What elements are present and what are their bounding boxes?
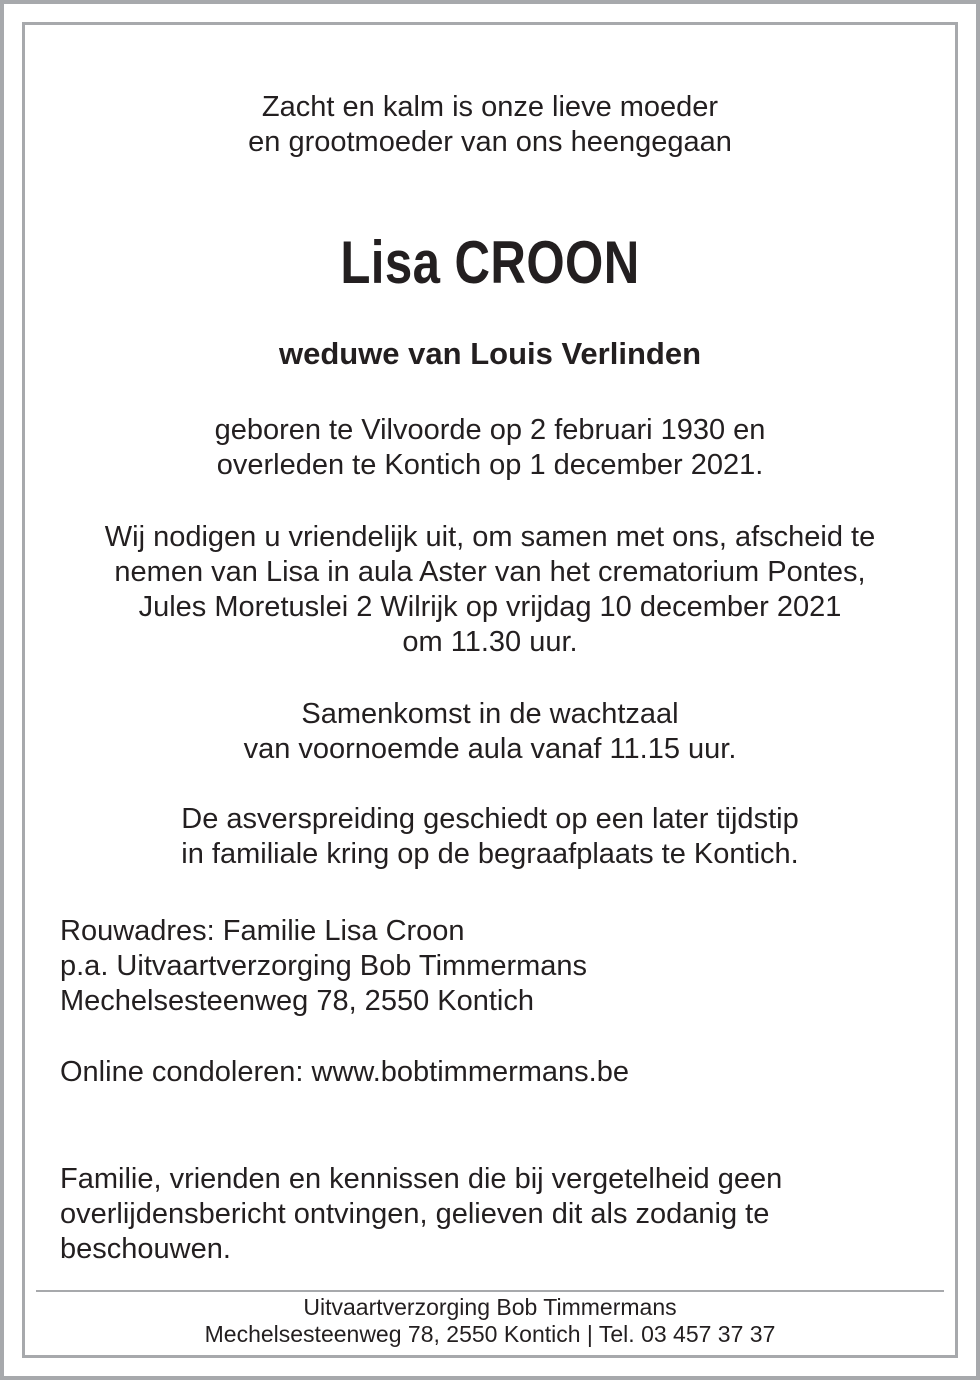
invitation-line-1: Wij nodigen u vriendelijk uit, om samen met ons, afscheid te bbox=[104, 521, 876, 553]
invitation-line-4: om 11.30 uur. bbox=[402, 626, 578, 658]
footer-contact: Mechelsesteenweg 78, 2550 Kontich | Tel. 03 457 37 37 bbox=[204, 1321, 776, 1347]
deceased-name: Lisa CROON bbox=[340, 229, 640, 296]
notice-line-1: Familie, vrienden en kennissen die bij vergetelheid geen bbox=[60, 1163, 783, 1195]
notice-line-2: overlijdensbericht ontvingen, gelieven dit als zodanig te bbox=[60, 1198, 770, 1230]
intro-text bbox=[0, 90, 980, 160]
invitation-line-2: nemen van Lisa in aula Aster van het crematorium Pontes, bbox=[114, 556, 866, 588]
widow-of-text: weduwe van Louis Verlinden bbox=[278, 336, 702, 371]
ashes-scattering-info bbox=[0, 802, 980, 872]
death-line: overleden te Kontich op 1 december 2021. bbox=[216, 449, 764, 481]
funeral-invitation bbox=[0, 520, 980, 660]
mourning-address bbox=[60, 914, 940, 1019]
address-line-1: Rouwadres: Familie Lisa Croon bbox=[60, 915, 465, 947]
address-line-2: p.a. Uitvaartverzorging Bob Timmermans bbox=[60, 950, 588, 982]
inner-frame bbox=[22, 22, 958, 1358]
gathering-line-1: Samenkomst in de wachtzaal bbox=[301, 698, 679, 730]
notice-line-3: beschouwen. bbox=[60, 1233, 231, 1265]
online-condolence bbox=[60, 1055, 940, 1090]
gathering-line-2: van voornoemde aula vanaf 11.15 uur. bbox=[243, 733, 737, 765]
address-line-3: Mechelsesteenweg 78, 2550 Kontich bbox=[60, 985, 534, 1017]
footer bbox=[0, 1294, 980, 1348]
gathering-info bbox=[0, 697, 980, 767]
intro-line-2: en grootmoeder van ons heengegaan bbox=[248, 126, 732, 158]
invitation-line-3: Jules Moretuslei 2 Wilrijk op vrijdag 10 december 2021 bbox=[138, 591, 842, 623]
footer-divider bbox=[36, 1290, 944, 1292]
family-notice bbox=[60, 1162, 940, 1267]
intro-line-1: Zacht en kalm is onze lieve moeder bbox=[261, 91, 719, 123]
birth-line: geboren te Vilvoorde op 2 februari 1930 en bbox=[214, 414, 766, 446]
birth-death-dates bbox=[0, 413, 980, 483]
ashes-line-1: De asverspreiding geschiedt op een later tijdstip bbox=[181, 803, 799, 835]
condolence-text: Online condoleren: www.bobtimmermans.be bbox=[60, 1056, 629, 1088]
footer-company: Uitvaartverzorging Bob Timmermans bbox=[303, 1294, 677, 1320]
widow-of-line bbox=[0, 336, 980, 371]
ashes-line-2: in familiale kring op de begraafplaats te Kontich. bbox=[181, 838, 799, 870]
